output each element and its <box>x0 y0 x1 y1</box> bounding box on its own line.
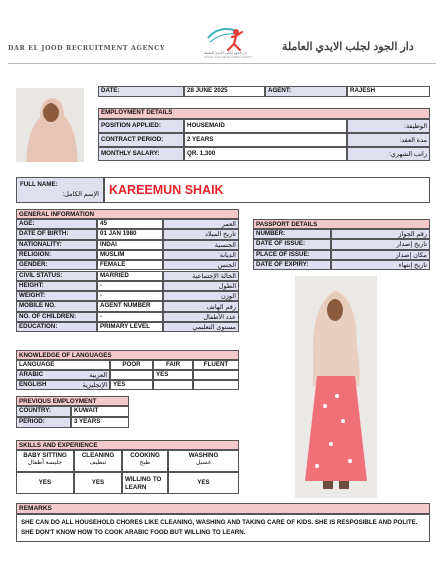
languages-header: FLUENT <box>193 360 239 370</box>
full-name-label: FULL NAME: <box>20 181 58 188</box>
full-name-value: KAREEMUN SHAIK <box>109 183 224 197</box>
skills-table <box>16 450 239 494</box>
employment-label: POSITION APPLIED: <box>98 119 184 133</box>
general-value: 01 JAN 1980 <box>97 229 163 239</box>
language-fluent <box>193 380 239 390</box>
passport-label-ar: رقم الجواز <box>331 229 430 239</box>
full-name-value-cell <box>104 177 430 203</box>
general-label-ar: تاريخ الميلاد <box>163 229 239 239</box>
language-poor <box>110 370 153 380</box>
general-label-ar: رقم الهاتف <box>163 301 239 311</box>
employment-value: QR. 1,300 <box>184 147 347 161</box>
skill-value: YES <box>168 472 239 494</box>
passport-label-ar: تاريخ إصدار <box>331 239 430 249</box>
employment-label: MONTHLY SALARY: <box>98 147 184 161</box>
applicant-portrait-photo <box>16 88 84 162</box>
previous-employment-title: PREVIOUS EMPLOYMENT <box>16 396 129 406</box>
full-name-label-cell <box>16 177 104 203</box>
previous-employment-table <box>16 406 129 428</box>
language-label: ENGLISH <box>19 380 47 388</box>
general-label-ar: الوزن <box>163 291 239 301</box>
passport-label: NUMBER: <box>253 229 331 239</box>
general-label: MOBILE NO. <box>16 301 97 311</box>
languages-table <box>16 360 239 390</box>
skill-value: YES <box>16 472 74 494</box>
general-label-ar: الحالة الإجتماعية <box>163 271 239 281</box>
language-label-ar: الإنجليزية <box>82 382 107 389</box>
language-row-arabic <box>16 370 110 380</box>
language-fair <box>153 380 193 390</box>
agency-name-ar: دار الجود لجلب الايدي العاملة <box>282 41 414 53</box>
language-label-ar: العربية <box>89 372 107 379</box>
general-label: RELIGION: <box>16 250 97 260</box>
general-value: PRIMARY LEVEL <box>97 322 163 332</box>
previous-period-label: PERIOD: <box>16 417 71 428</box>
general-label-ar: العمر <box>163 219 239 229</box>
skill-value: WILLING TO LEARN <box>122 472 168 494</box>
employment-label-ar: الوظيفة: <box>347 119 430 133</box>
employment-label: CONTRACT PERIOD: <box>98 133 184 147</box>
general-label-ar: عدد الأطفال <box>163 312 239 322</box>
language-label: ARABIC <box>19 370 44 378</box>
logo-caption-en: DAR EL JOOD RECRUITMENT AGENCY <box>204 56 253 59</box>
languages-header: POOR <box>110 360 153 370</box>
skill-header-cooking: COOKING طبخ <box>122 450 168 472</box>
general-value: 45 <box>97 219 163 229</box>
employment-value: 2 YEARS <box>184 133 347 147</box>
agent-value: RAJESH <box>347 86 430 97</box>
passport-label: DATE OF EXPIRY: <box>253 260 331 270</box>
languages-header: FAIR <box>153 360 193 370</box>
agency-logo <box>198 24 260 62</box>
header-divider <box>8 63 436 64</box>
passport-table <box>253 229 430 270</box>
general-label: DATE OF BIRTH: <box>16 229 97 239</box>
general-label-ar: مستوى التعليمي <box>163 322 239 332</box>
skill-header-washing: WASHING غسيل <box>168 450 239 472</box>
general-value: MUSLIM <box>97 250 163 260</box>
general-value: INDAI <box>97 240 163 250</box>
language-poor: YES <box>110 380 153 390</box>
general-label: HEIGHT: <box>16 281 97 291</box>
passport-title: PASSPORT DETAILS <box>253 219 430 229</box>
previous-country-value: KUWAIT <box>71 406 129 417</box>
date-label: DATE: <box>98 86 184 97</box>
general-info-table <box>16 219 239 333</box>
skills-title: SKILLS AND EXPERIENCE <box>16 440 239 450</box>
skill-header-babysitting: BABY SITTING جليسة أطفال <box>16 450 74 472</box>
general-label: CIVIL STATUS: <box>16 271 97 281</box>
general-value: AGENT NUMBER <box>97 301 163 311</box>
date-value: 28 JUNE 2025 <box>184 86 265 97</box>
general-label-ar: الجنس <box>163 260 239 270</box>
general-label: GENDER: <box>16 260 97 270</box>
general-label: AGE: <box>16 219 97 229</box>
agency-name-en: DAR EL JOOD RECRUITMENT AGENCY <box>8 45 165 52</box>
employment-title: EMPLOYMENT DETAILS <box>98 108 430 119</box>
general-label: EDUCATION: <box>16 322 97 332</box>
passport-label: DATE OF ISSUE: <box>253 239 331 249</box>
remarks-title: REMARKS <box>16 503 430 514</box>
general-label: NATIONALITY: <box>16 240 97 250</box>
skill-value: YES <box>74 472 122 494</box>
employment-label-ar: راتب الشهري: <box>347 147 430 161</box>
general-value: FEMALE <box>97 260 163 270</box>
languages-title: KNOWLEDGE OF LANGUAGES <box>16 350 239 360</box>
logo-caption-ar: دار الجود لجلب الأيدي العاملة <box>204 51 248 55</box>
general-value: MARRIED <box>97 271 163 281</box>
general-label: WEIGHT: <box>16 291 97 301</box>
previous-period-value: 3 YEARS <box>71 417 129 428</box>
remarks-text: SHE CAN DO ALL HOUSEHOLD CHORES LIKE CLEANING, WASHING AND TAKING CARE OF KIDS. SHE IS RESPOSIBLE AND POLITE. SHE DON'T KNOW HOW TO COOK ARABIC FOOD BUT WILLING TO LEARN. <box>21 519 418 536</box>
employment-value: HOUSEMAID <box>184 119 347 133</box>
language-fluent <box>193 370 239 380</box>
employment-label-ar: مدة العقد: <box>347 133 430 147</box>
employment-table <box>98 119 430 161</box>
passport-label-ar: مكان إصدار <box>331 250 430 260</box>
agent-label: AGENT: <box>265 86 347 97</box>
previous-country-label: COUNTRY: <box>16 406 71 417</box>
passport-label: PLACE OF ISSUE: <box>253 250 331 260</box>
language-fair: YES <box>153 370 193 380</box>
general-info-title: GENERAL INFORMATION <box>16 209 239 219</box>
general-label-ar: الديانة <box>163 250 239 260</box>
remarks-box <box>16 514 430 542</box>
general-value: - <box>97 312 163 322</box>
applicant-full-body-photo <box>295 276 377 498</box>
passport-label-ar: تاريخ إنتهاء <box>331 260 430 270</box>
general-value: - <box>97 281 163 291</box>
full-name-label-ar: الإسم الكامل: <box>62 191 99 198</box>
language-row-english <box>16 380 110 390</box>
general-label-ar: الجنسية <box>163 240 239 250</box>
general-label-ar: الطول <box>163 281 239 291</box>
general-value: - <box>97 291 163 301</box>
skill-header-cleaning: CLEANING تنظيف <box>74 450 122 472</box>
general-label: NO. OF CHILDREN: <box>16 312 97 322</box>
languages-header: LANGUAGE <box>16 360 110 370</box>
